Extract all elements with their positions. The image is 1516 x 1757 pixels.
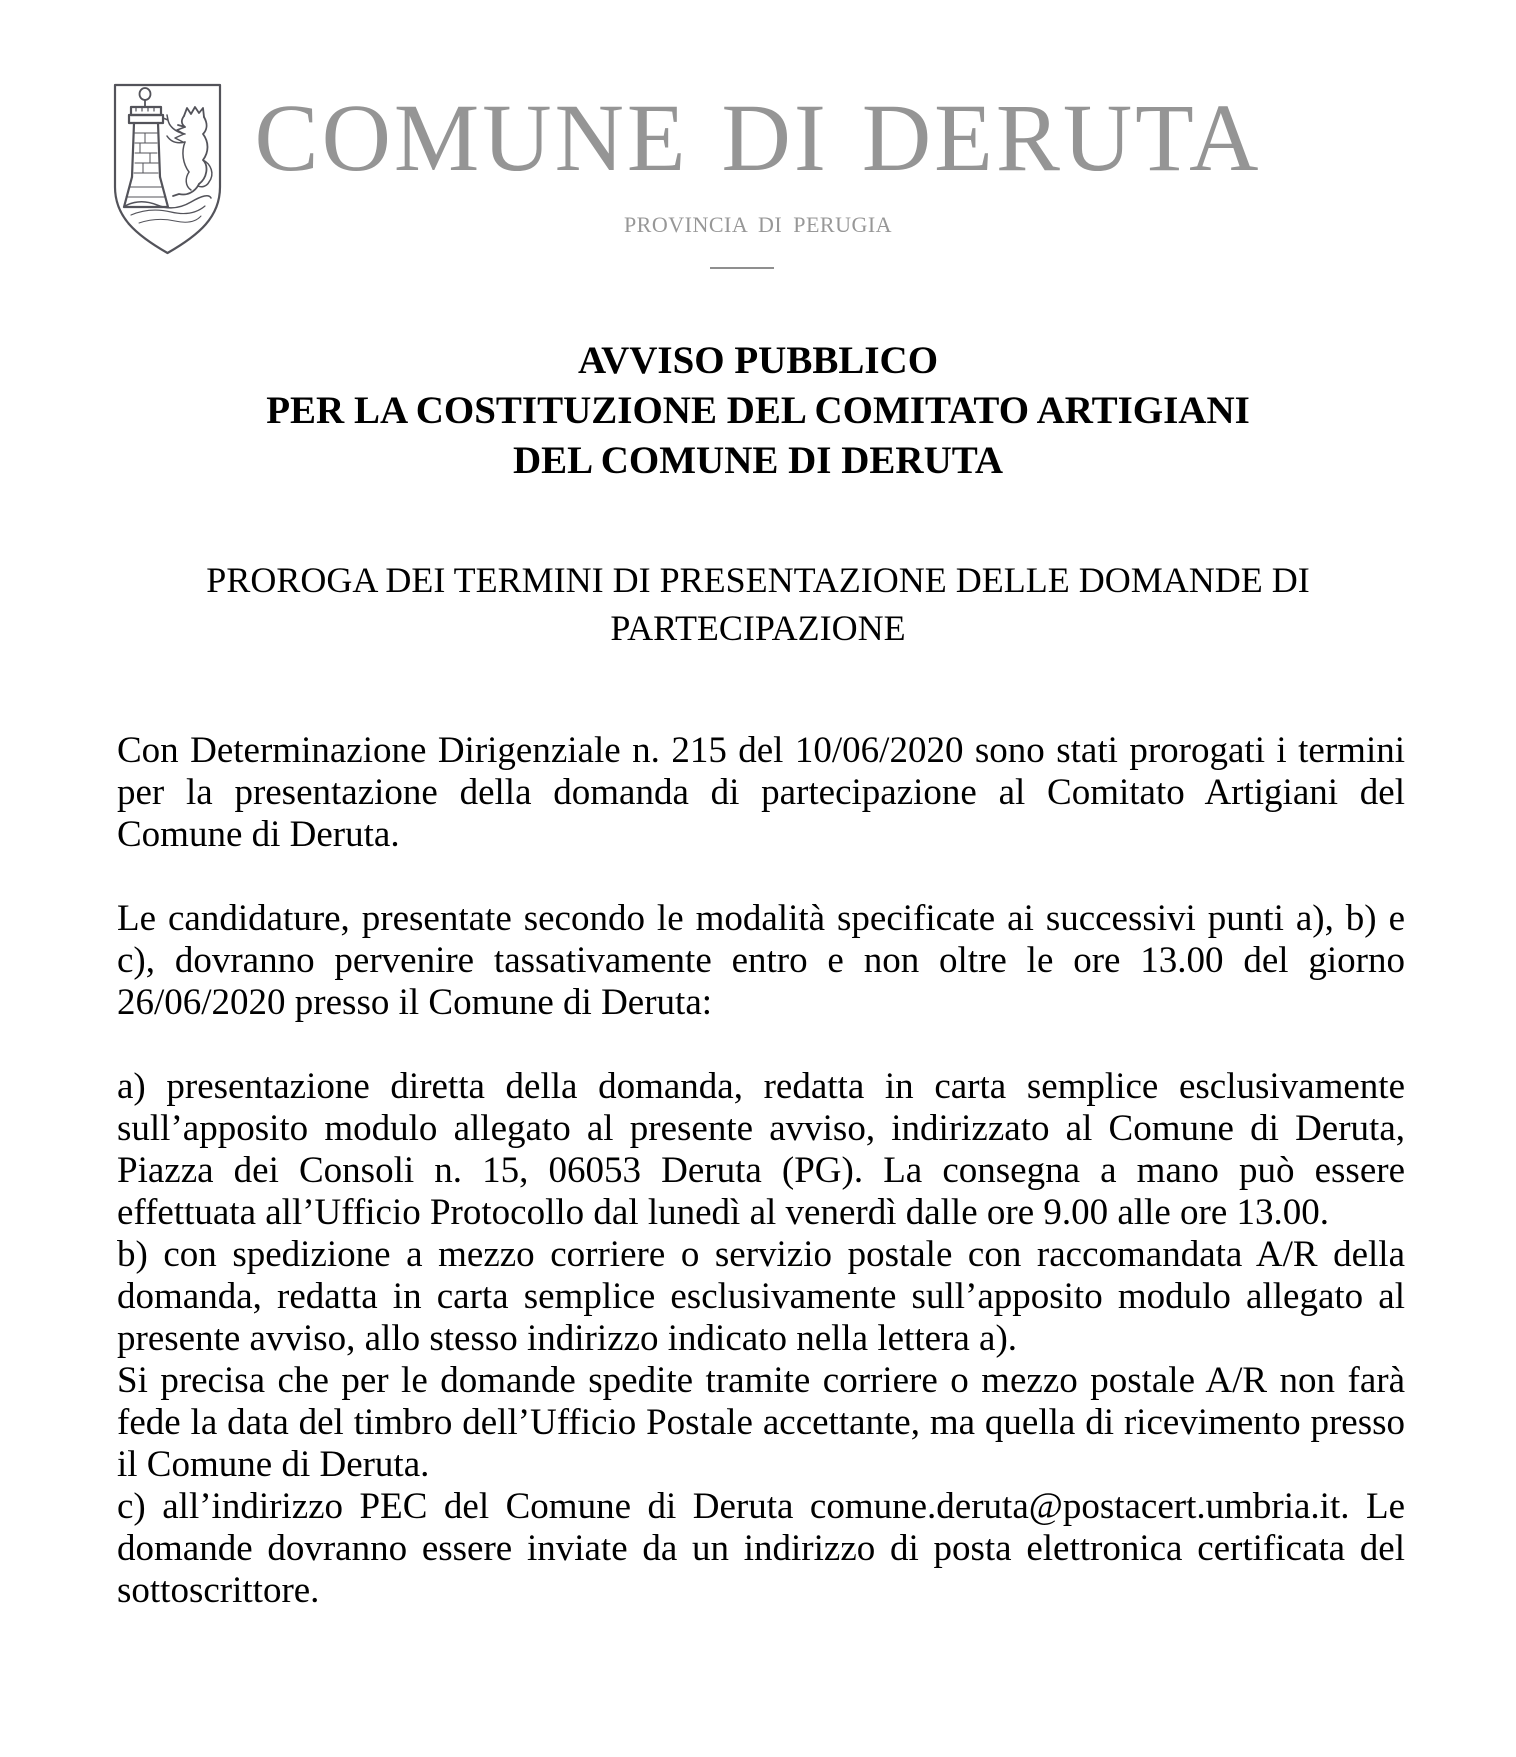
list-item-a: a) presentazione diretta della domanda, redatta in carta semplice esclusivamente sull’apposito modulo allegato al presente avviso, indirizzato al Comune di Deruta, Piazza dei Consoli n. 15, 06053 Deruta (PG). La consegna a mano può essere effettuata all’Ufficio Protocollo dal lunedì al venerdì dalle ore 9.00 alle ore 13.00.	[117, 1066, 1405, 1233]
province-name: PROVINCIA DI PERUGIA	[623, 212, 893, 237]
notice-title-line-1: AVVISO PUBBLICO	[577, 339, 939, 382]
list-item-c: c) all’indirizzo PEC del Comune di Deruta comune.deruta@postacert.umbria.it. Le domande dovranno essere inviate da un indirizzo di posta elettronica certificata del sottoscrittore.	[117, 1486, 1405, 1611]
municipality-name: COMUNE DI DERUTA	[254, 84, 1262, 191]
notice-subtitle-line-1: PROROGA DEI TERMINI DI PRESENTAZIONE DELLE DOMANDE DI	[206, 560, 1310, 600]
notice-body	[117, 730, 1405, 1612]
notice-title-line-2: PER LA COSTITUZIONE DEL COMITATO ARTIGIANI	[266, 389, 1250, 432]
notice-title-line-3: DEL COMUNE DI DERUTA	[512, 439, 1004, 482]
paragraph-intro: Con Determinazione Dirigenziale n. 215 del 10/06/2020 sono stati prorogati i termini per la presentazione della domanda di partecipazione al Comitato Artigiani del Comune di Deruta.	[117, 730, 1405, 855]
note-postal-date: Si precisa che per le domande spedite tramite corriere o mezzo postale A/R non farà fede la data del timbro dell’Ufficio Postale accettante, ma quella di ricevimento presso il Comune di Deruta.	[117, 1360, 1405, 1485]
notice-title	[0, 336, 1516, 486]
header-divider	[710, 267, 774, 269]
notice-subtitle-line-2: PARTECIPAZIONE	[610, 608, 906, 648]
list-item-b: b) con spedizione a mezzo corriere o servizio postale con raccomandata A/R della domanda, redatta in carta semplice esclusivamente sull’apposito modulo allegato al presente avviso, allo stesso indirizzo indicato nella lettera a).	[117, 1234, 1405, 1359]
paragraph-deadline: Le candidature, presentate secondo le modalità specificate ai successivi punti a), b) e c), dovranno pervenire tassativamente entro e non oltre le ore 13.00 del giorno 26/06/2020 presso il Comune di Deruta:	[117, 898, 1405, 1023]
notice-subtitle	[0, 556, 1516, 652]
